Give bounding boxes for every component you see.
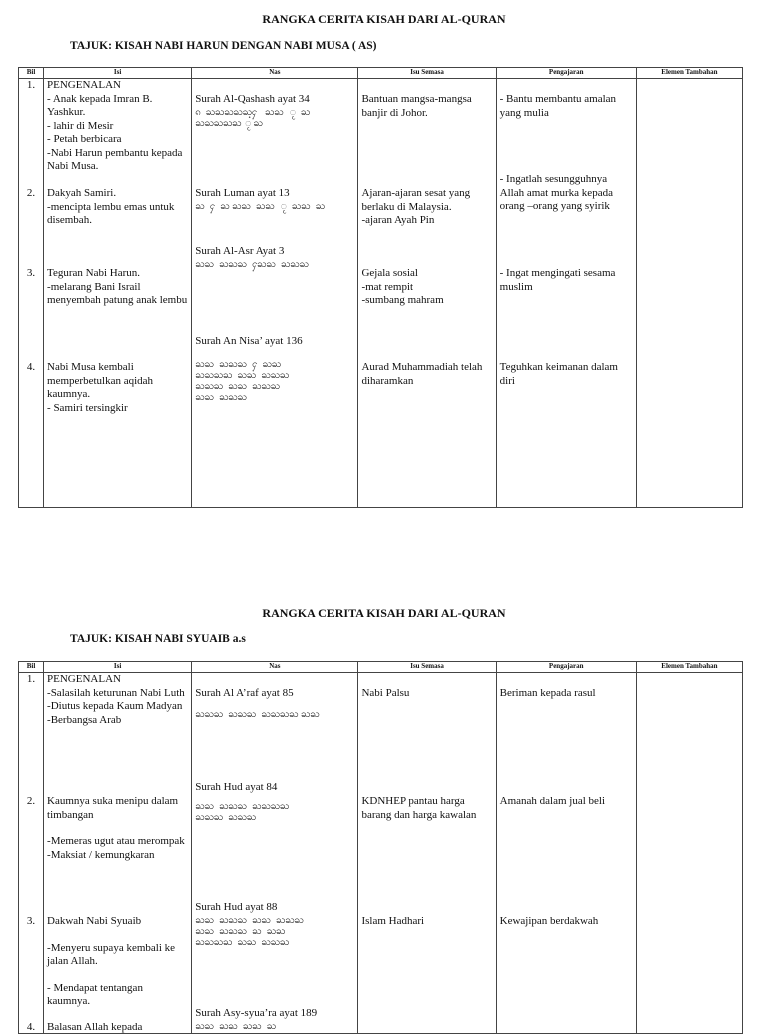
- nas-reference: Surah Al A’raf ayat 85: [195, 687, 294, 699]
- isi-cell: [47, 267, 188, 308]
- isi-line: PENGENALAN: [47, 673, 121, 685]
- isi-cell: [47, 187, 188, 228]
- elemen-tambahan-cell: [636, 673, 742, 1034]
- isi-line: - lahir di Mesir: [47, 119, 114, 132]
- pengajaran-line: - Ingatlah sesungguhnya Allah amat murka kepada orang –orang yang syirik: [499, 173, 613, 212]
- pengajaran-cell: [500, 173, 633, 214]
- isu-line: Islam Hadhari: [361, 915, 425, 927]
- nas-cell: [195, 187, 354, 212]
- isu-line: KDNHEP pantau harga barang dan harga kawalan: [361, 795, 477, 821]
- arabic-verse-text: ႀႀႀ ႀႀႀ ႀႀႀႀ ႀႀ: [195, 708, 320, 720]
- isi-spacer: [47, 822, 188, 835]
- isi-line: Dakwah Nabi Syuaib: [47, 915, 142, 927]
- page-title-2: RANGKA CERITA KISAH DARI AL-QURAN: [262, 606, 506, 620]
- row-number: 4.: [26, 1021, 36, 1033]
- row-number: 2.: [26, 187, 36, 199]
- row-number: 3.: [26, 267, 36, 279]
- isu-cell: [361, 687, 492, 701]
- row-number: 2.: [26, 795, 36, 807]
- nas-cell: [195, 93, 354, 129]
- table-row: [19, 79, 743, 508]
- isu-line: -ajaran Ayah Pin: [361, 214, 435, 226]
- table-row: [19, 673, 743, 1034]
- isi-line: - Mendapat tentangan kaumnya.: [47, 981, 143, 1007]
- isi-line: -Nabi Harun pembantu kepada Nabi Musa.: [47, 146, 183, 172]
- arabic-verse-text: ႀႀ ႀႀ ႀႀ ႀ: [195, 1020, 276, 1032]
- pengajaran-line: Kewajipan berdakwah: [499, 915, 599, 927]
- nas-cell: [195, 245, 354, 270]
- nas-reference: Surah Al-Qashash ayat 34: [195, 93, 310, 105]
- nas-cell: [195, 1007, 354, 1032]
- isu-line: -sumbang mahram: [361, 294, 444, 306]
- arabic-verse-text: ႀႀ ႀႀႀ ႀႀႀႀ ႀႀႀ ႀႀႀ: [195, 800, 290, 823]
- isi-line: Kaumnya suka menipu dalam timbangan: [47, 795, 179, 821]
- nas-cell: [195, 781, 354, 823]
- isi-line: PENGENALAN: [47, 79, 121, 91]
- isi-line: - Petah berbicara: [47, 133, 122, 145]
- isu-line: Gejala sosial: [361, 267, 418, 279]
- pengajaran-cell: [500, 687, 633, 701]
- isi-line: -Berbangsa Arab: [47, 713, 122, 726]
- pengajaran-line: Teguhkan keimanan dalam diri: [499, 361, 618, 387]
- isu-line: -mat rempit: [361, 280, 414, 293]
- nas-reference: Surah Asy-syua’ra ayat 189: [195, 1007, 318, 1019]
- pengajaran-line: Beriman kepada rasul: [499, 687, 596, 699]
- pengajaran-line: - Bantu membantu amalan yang mulia: [499, 93, 617, 119]
- pengajaran-line: - Ingat mengingati sesama muslim: [499, 267, 616, 293]
- header-pengajaran: Pengajaran: [496, 68, 636, 79]
- isi-line: -Maksiat / kemungkaran: [47, 848, 155, 861]
- arabic-verse-text: ႀႀ ႀႀႀ ႁႀႀ ႀႀႀ: [195, 258, 309, 270]
- isu-cell: [361, 795, 492, 822]
- isi-line: - Samiri tersingkir: [47, 401, 128, 414]
- isi-line: -Menyeru supaya kembali ke jalan Allah.: [47, 941, 176, 967]
- table-header-row: [19, 662, 743, 673]
- isi-cell: [47, 361, 188, 415]
- row-number: 1.: [26, 673, 36, 685]
- isu-cell: [361, 187, 492, 228]
- isi-line: -melarang Bani Israil menyembah patung anak lembu: [47, 280, 188, 306]
- nas-reference: Surah Luman ayat 13: [195, 187, 290, 199]
- nas-cell: [195, 901, 354, 948]
- isu-cell: [361, 915, 492, 929]
- story-table-2: [18, 661, 743, 1034]
- isi-cell: [47, 1021, 188, 1035]
- isi-cell: [47, 795, 188, 862]
- isi-line: Nabi Musa kembali memperbetulkan aqidah kaumnya.: [47, 361, 154, 400]
- row-number: 4.: [26, 361, 36, 373]
- isi-line: -Salasilah keturunan Nabi Luth: [47, 686, 185, 699]
- arabic-verse-text: ႀႀ ႀႀႀ ႀႀ ႀႀႀ ႀႀ ႀႀႀ ႀ ႀႀ ႀႀႀႀ ႀႀ ႀႀႀ: [195, 914, 304, 948]
- isi-spacer: [47, 969, 188, 982]
- isi-cell: [47, 79, 188, 174]
- pengajaran-cell: [500, 93, 633, 120]
- isu-cell: [361, 361, 492, 388]
- isu-cell: [361, 93, 492, 120]
- nas-reference: Surah Hud ayat 88: [195, 901, 278, 913]
- isi-cell: [47, 673, 188, 727]
- isi-cell: [47, 915, 188, 1009]
- pengajaran-cell: [500, 795, 633, 809]
- header-isu-semasa: Isu Semasa: [358, 662, 496, 673]
- table-header-row: [19, 68, 743, 79]
- row-number: 3.: [26, 915, 36, 927]
- header-isu-semasa: Isu Semasa: [358, 68, 496, 79]
- header-isi: Isi: [44, 662, 192, 673]
- header-elemen-tambahan: Elemen Tambahan: [636, 662, 742, 673]
- nas-reference: Surah Al-Asr Ayat 3: [195, 245, 285, 257]
- isi-line: -Memeras ugut atau merompak: [47, 835, 185, 847]
- isi-line: Balasan Allah kepada: [47, 1021, 143, 1033]
- page-subtitle-1: TAJUK: KISAH NABI HARUN DENGAN NABI MUSA ( AS): [70, 40, 377, 52]
- isu-line: Nabi Palsu: [361, 687, 410, 699]
- nas-cell: [195, 335, 354, 403]
- pengajaran-line: Amanah dalam jual beli: [499, 795, 606, 807]
- isi-line: Teguran Nabi Harun.: [47, 267, 141, 279]
- header-bil: Bil: [19, 662, 44, 673]
- isi-line: - Anak kepada Imran B. Yashkur.: [47, 92, 153, 118]
- header-nas: Nas: [192, 68, 358, 79]
- isu-line: Aurad Muhammadiah telah diharamkan: [361, 361, 483, 387]
- isi-line: Dakyah Samiri.: [47, 187, 117, 199]
- header-elemen-tambahan: Elemen Tambahan: [636, 68, 742, 79]
- page-subtitle-2: TAJUK: KISAH NABI SYUAIB a.s: [70, 633, 246, 645]
- pengajaran-cell: [500, 361, 633, 388]
- nas-cell: [195, 687, 354, 720]
- isi-line: -Diutus kepada Kaum Madyan: [47, 700, 183, 712]
- isi-line: -mencipta lembu emas untuk disembah.: [47, 200, 175, 226]
- isi-spacer: [47, 929, 188, 942]
- arabic-verse-text: ၵ ႀႀႀႀႀ့ႁ ႀႀ ႂ ႀ ႀႀႀႀႀ ႂ ႀ: [195, 106, 311, 129]
- header-isi: Isi: [44, 68, 192, 79]
- row-number: 1.: [26, 79, 36, 91]
- arabic-verse-text: ႀ ႁ ႀ ႀႀ ႀႀ ႂ ႀႀ ႀ: [195, 200, 325, 212]
- isu-cell: [361, 267, 492, 308]
- header-nas: Nas: [192, 662, 358, 673]
- arabic-verse-text: ႀႀ ႀႀႀ ႁ ႀႀ ႀႀႀႀ ႀႀ ႀႀႀ ႀႀႀ ႀႀ ႀႀႀ ႀႀ ႀႀႀ: [195, 358, 290, 403]
- nas-reference: Surah Hud ayat 84: [195, 781, 278, 793]
- story-table-1: [18, 67, 743, 508]
- isu-line: Bantuan mangsa-mangsa banjir di Johor.: [361, 93, 472, 119]
- header-bil: Bil: [19, 68, 44, 79]
- elemen-tambahan-cell: [636, 79, 742, 508]
- nas-reference: Surah An Nisa’ ayat 136: [195, 335, 303, 347]
- header-pengajaran: Pengajaran: [496, 662, 636, 673]
- pengajaran-cell: [500, 267, 633, 294]
- page-title-1: RANGKA CERITA KISAH DARI AL-QURAN: [262, 12, 506, 26]
- isu-line: Ajaran-ajaran sesat yang berlaku di Malaysia.: [361, 187, 471, 213]
- pengajaran-cell: [500, 915, 633, 929]
